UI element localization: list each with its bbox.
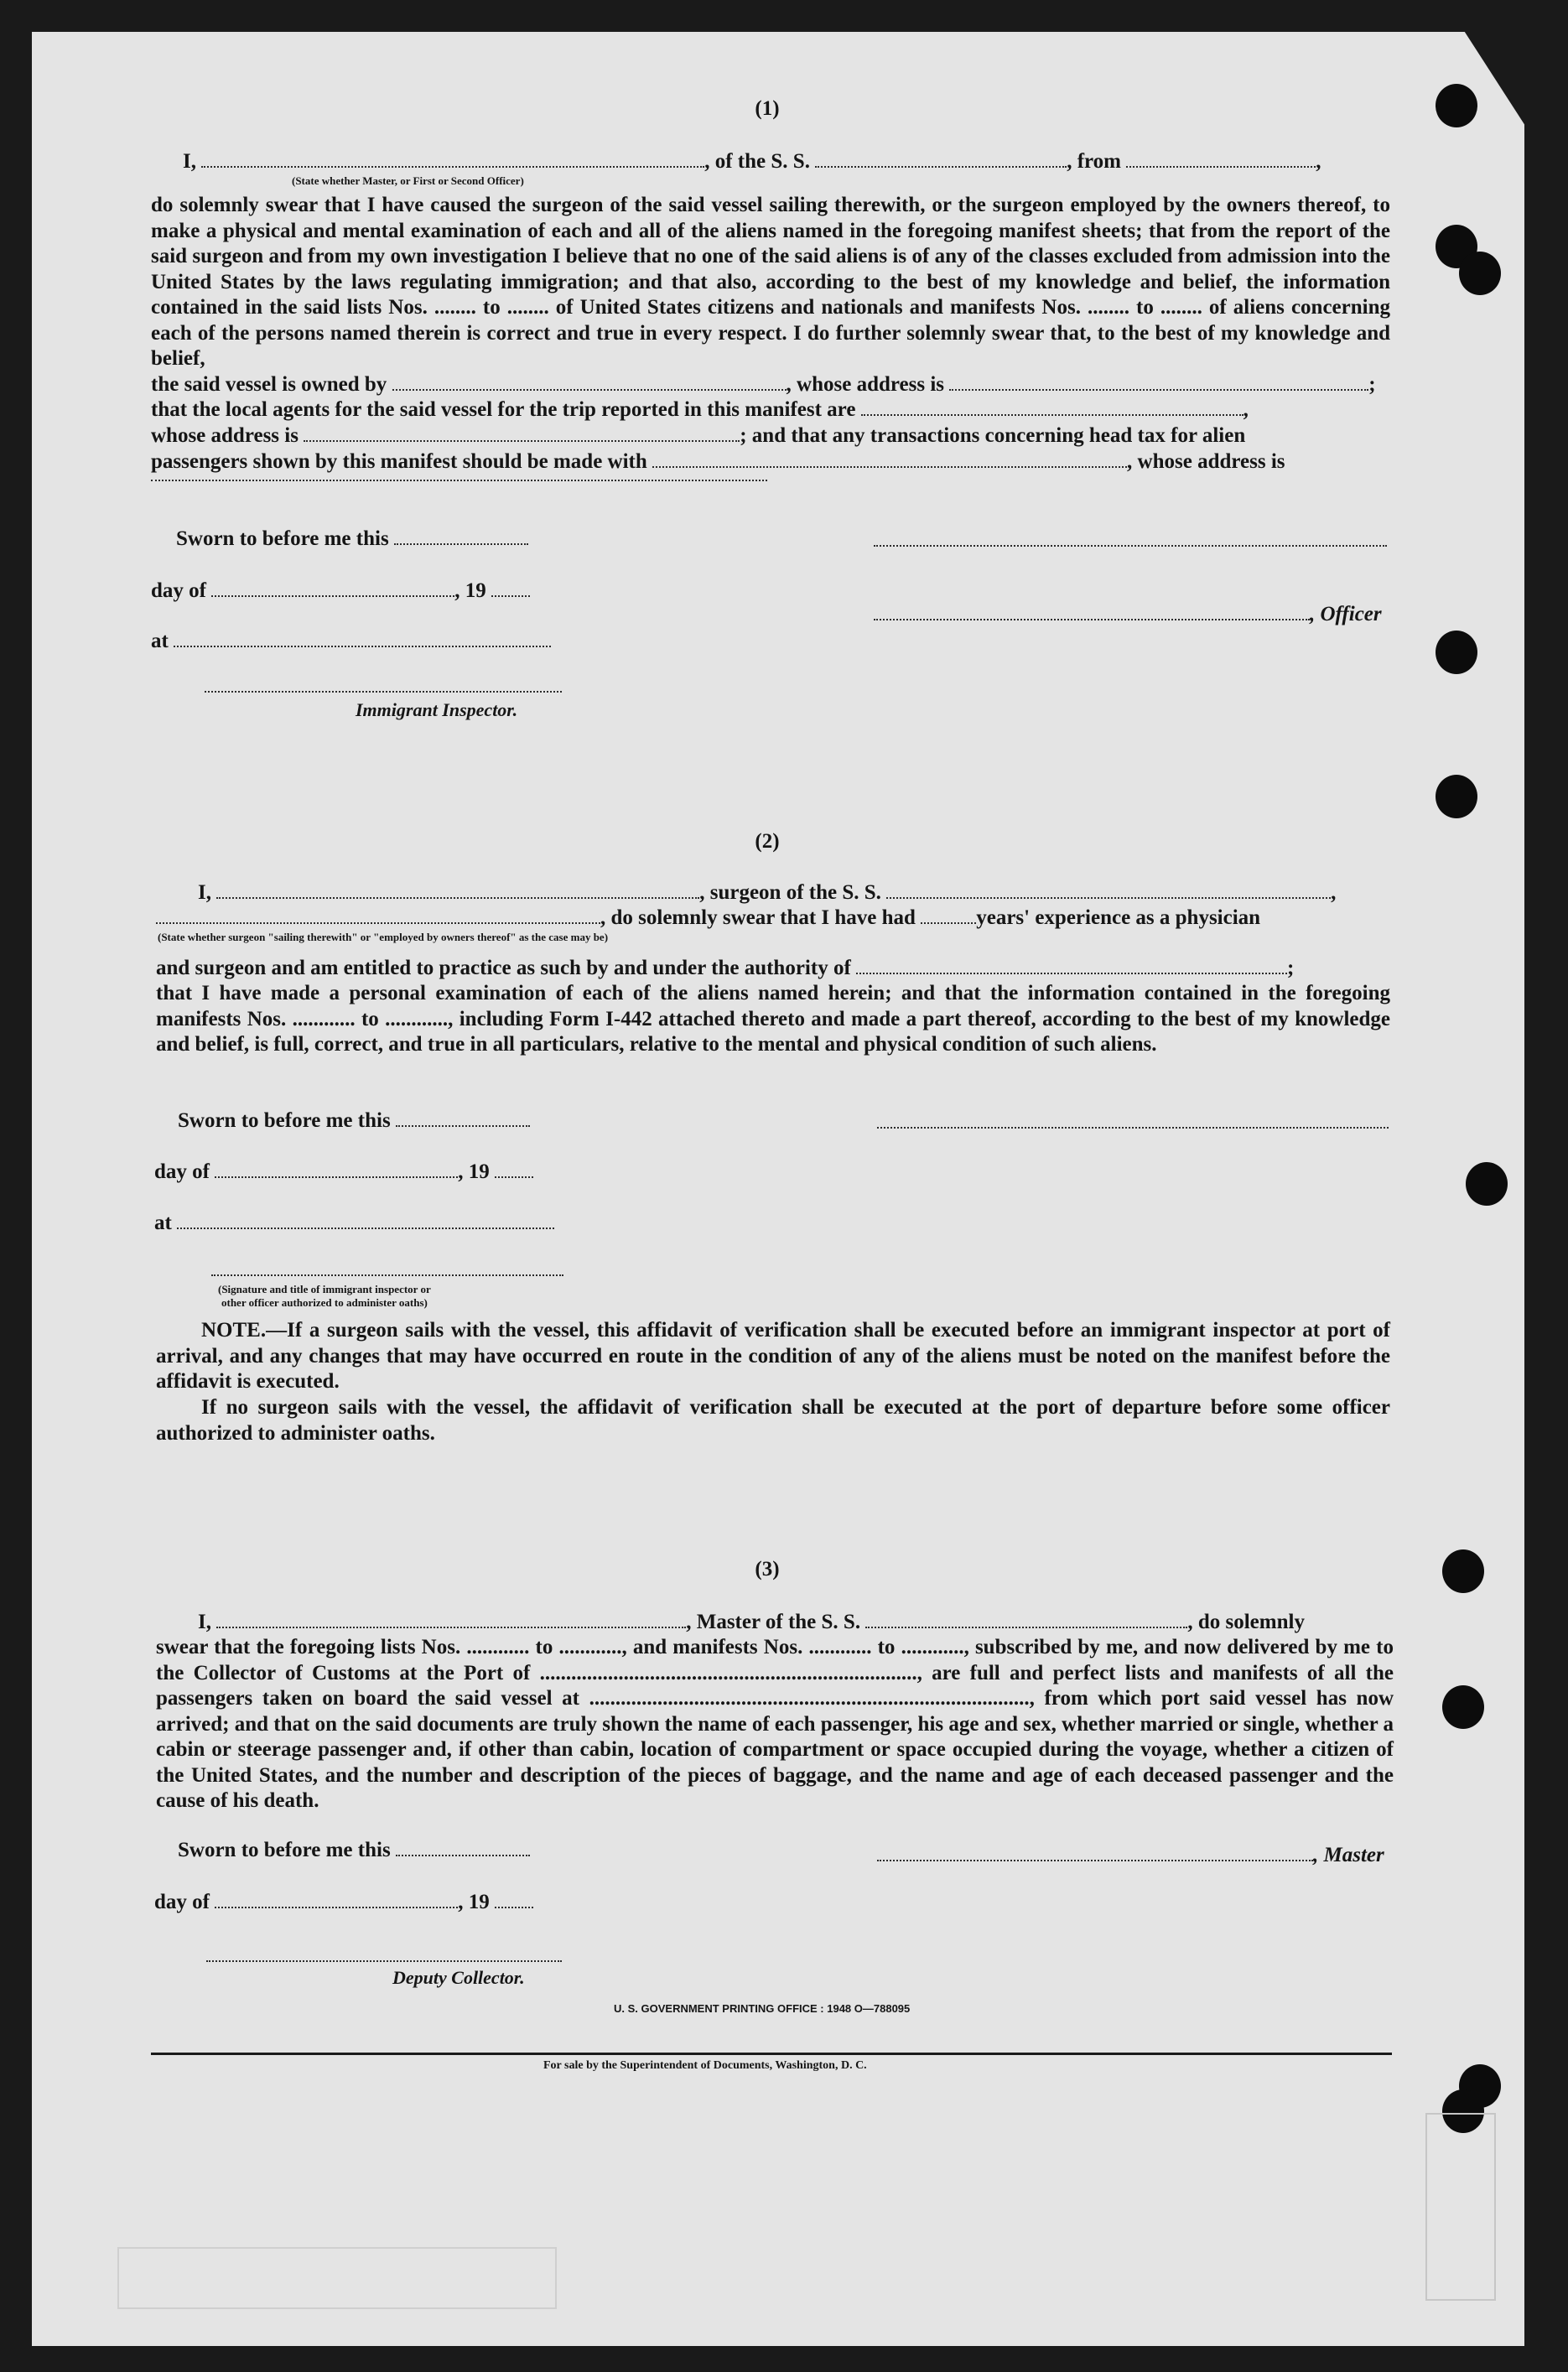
year-field[interactable] (491, 580, 530, 597)
day-line (154, 1890, 533, 1915)
month-field[interactable] (215, 1892, 458, 1908)
head-tax-party-field[interactable] (652, 451, 1127, 468)
label-passengers: passengers shown by this manifest should be made with (151, 450, 647, 473)
day-line (151, 579, 530, 604)
master-signature-line (877, 1843, 1384, 1868)
master-oath-line (183, 149, 1321, 174)
label-sworn: Sworn to before me this (178, 1109, 391, 1132)
label-i: I, (198, 881, 211, 904)
section-number: (1) (755, 97, 780, 120)
master-ship-field[interactable] (865, 1612, 1187, 1628)
agents-line (151, 397, 1249, 423)
sworn-line (176, 527, 528, 552)
label-authority: and surgeon and am entitled to practice as such by and under the authority of (156, 957, 851, 979)
signature-caption: other officer authorized to administer oaths) (221, 1296, 428, 1309)
label-sworn: Sworn to before me this (176, 527, 389, 550)
at-place-field[interactable] (174, 631, 551, 647)
ship-name-field[interactable] (815, 151, 1067, 168)
surgeon-name-field[interactable] (216, 882, 699, 899)
label-year: , 19 (458, 1160, 490, 1183)
label-agents: that the local agents for the said vessel for the trip reported in this manifest are (151, 398, 856, 421)
oath-paragraph: do solemnly swear that I have caused the surgeon of the said vessel sailing therewith, or the surgeon employed by the owners thereof, to make a physical and mental examination of each and all of the aliens named in the foregoing manifest sheets; that from the report of the said surgeon and from my own investigation I believe that no one of the said aliens is of any of the classes excluded from admission into the United States by the laws regulating immigration; and that also, according to the best of my knowledge and belief, the information contained in the said lists Nos. ........ to ........ of United States citizens and nationals and manifests Nos. ........ to ........ of aliens concerning each of the persons named therein is correct and true in every respect. I do further solemnly swear that, to the best of my knowledge and belief, (151, 194, 1390, 370)
note-paragraph: If no surgeon sails with the vessel, the affidavit of verification shall be executed at the port of departure before some officer authorized to administer oaths. (156, 1396, 1390, 1445)
label-year: , 19 (458, 1891, 490, 1913)
master-signature-field[interactable] (877, 1845, 1313, 1861)
officer-title-field[interactable] (874, 604, 1310, 620)
label-surgeon-ship: , surgeon of the S. S. (699, 881, 881, 904)
label-address: , whose address is (786, 373, 945, 396)
semicolon: ; (1368, 373, 1376, 396)
note-paragraph: NOTE.—If a surgeon sails with the vessel, this affidavit of verification shall be executed before an immigrant inspector at port of arrival, and any changes that may have occurred en route in the condition of any of the aliens must be noted on the manifest before the affidavit is executed. (156, 1319, 1390, 1393)
month-field[interactable] (211, 580, 454, 597)
master-line (198, 1610, 1305, 1635)
label-do-solemnly: , do solemnly (1187, 1611, 1305, 1633)
label-address: , whose address is (1127, 450, 1285, 473)
label-address: whose address is (151, 424, 299, 447)
surgeon-signature-field[interactable] (877, 1127, 1389, 1129)
owner-address-field[interactable] (949, 374, 1368, 391)
authority-line (156, 956, 1294, 981)
label-ship: , of the S. S. (704, 150, 810, 173)
label-master: , Master (1313, 1844, 1384, 1866)
years-field[interactable] (921, 907, 976, 924)
at-line (151, 629, 551, 654)
label-day: day of (154, 1891, 210, 1913)
year-field[interactable] (495, 1892, 533, 1908)
surgeon-line (198, 880, 1336, 906)
agents-field[interactable] (861, 399, 1243, 416)
address-field[interactable] (151, 480, 767, 481)
authorized-officer-signature-field[interactable] (211, 1274, 563, 1276)
name-field[interactable] (201, 151, 704, 168)
label-i: I, (198, 1611, 211, 1633)
master-paragraph: swear that the foregoing lists Nos. ............ to ............, and manifests Nos. ............ to ............, subscribed by me, and now delivered by me to the Collector of Customs at the Port of ........................................................................, are full and perfect lists and manifests of all the passengers taken on board the said vessel at ...................................................................................., from which port said vessel has now arrived; and that on the said documents are truly shown the name of each passenger, his age and sex, whether married or single, whether a cabin or steerage passenger and, if other than cabin, location of compartment or space occupied during the voyage, whether a citizen of the United States, and the number and description of the pieces of baggage, and the name and age of each deceased passenger and the cause of his death. (156, 1636, 1394, 1812)
label-at: at (151, 630, 169, 652)
surgeon-status-field[interactable] (156, 907, 600, 924)
label-at: at (154, 1212, 172, 1234)
field-caption: (State whether Master, or First or Second Officer) (292, 174, 524, 187)
sworn-day-field[interactable] (396, 1110, 530, 1127)
agents-address-line (151, 423, 1245, 449)
inspector-caption: Immigrant Inspector. (356, 699, 518, 720)
sworn-line (178, 1838, 530, 1863)
from-port-field[interactable] (1126, 151, 1316, 168)
label-officer: , Officer (1310, 603, 1382, 625)
officer-signature-field[interactable] (874, 545, 1387, 547)
comma: , (1331, 881, 1337, 904)
label-year: , 19 (454, 579, 486, 602)
surgeon-ship-field[interactable] (886, 882, 1331, 899)
label-sworn: Sworn to before me this (178, 1839, 391, 1861)
agents-address-field[interactable] (304, 425, 740, 442)
footer-rule (151, 2053, 1392, 2055)
day-line (154, 1160, 533, 1185)
comma: , (1316, 150, 1321, 173)
label-day: day of (154, 1160, 210, 1183)
at-line (154, 1211, 554, 1236)
head-tax-line (151, 449, 1285, 475)
section-number: (3) (755, 1558, 780, 1580)
owner-field[interactable] (392, 374, 787, 391)
label-day: day of (151, 579, 206, 602)
sworn-day-field[interactable] (396, 1840, 530, 1856)
semicolon: ; (1287, 957, 1295, 979)
section-number: (2) (755, 830, 780, 853)
owner-line (151, 372, 1376, 397)
field-caption: (State whether surgeon "sailing therewith" or "employed by owners thereof" as the case may be) (158, 931, 609, 943)
authority-field[interactable] (856, 958, 1287, 974)
surgeon-status-line (156, 906, 1260, 931)
label-solemnly-swear: , do solemnly swear that I have had (600, 906, 916, 929)
inspector-signature-field[interactable] (205, 691, 562, 693)
at-place-field[interactable] (177, 1212, 554, 1229)
comma: , (1243, 398, 1249, 421)
master-name-field[interactable] (216, 1612, 686, 1628)
year-field[interactable] (495, 1161, 533, 1178)
sworn-line (178, 1108, 530, 1134)
label-head-tax: ; and that any transactions concerning head tax for alien (740, 424, 1246, 447)
collector-caption: Deputy Collector. (392, 1967, 525, 1988)
sworn-day-field[interactable] (394, 528, 528, 545)
month-field[interactable] (215, 1161, 458, 1178)
label-master-ship: , Master of the S. S. (686, 1611, 861, 1633)
label-years: years' experience as a physician (976, 906, 1261, 929)
signature-caption: (Signature and title of immigrant inspector or (218, 1283, 431, 1295)
label-i: I, (183, 150, 196, 173)
label-from: , from (1067, 150, 1121, 173)
label-owned-by: the said vessel is owned by (151, 373, 387, 396)
officer-line (874, 602, 1382, 627)
sale-notice: For sale by the Superintendent of Documents, Washington, D. C. (543, 2059, 867, 2072)
printing-office-imprint: U. S. GOVERNMENT PRINTING OFFICE : 1948 O—788095 (614, 2002, 911, 2015)
collector-signature-field[interactable] (206, 1960, 562, 1962)
surgeon-paragraph: that I have made a personal examination of each of the aliens named herein; and that the information contained in the foregoing manifests Nos. ............ to ............, including Form I-442 attached thereto and made a part thereof, according to the best of my knowledge and belief, is full, correct, and true in all particulars, relative to the mental and physical condition of such aliens. (156, 982, 1390, 1056)
